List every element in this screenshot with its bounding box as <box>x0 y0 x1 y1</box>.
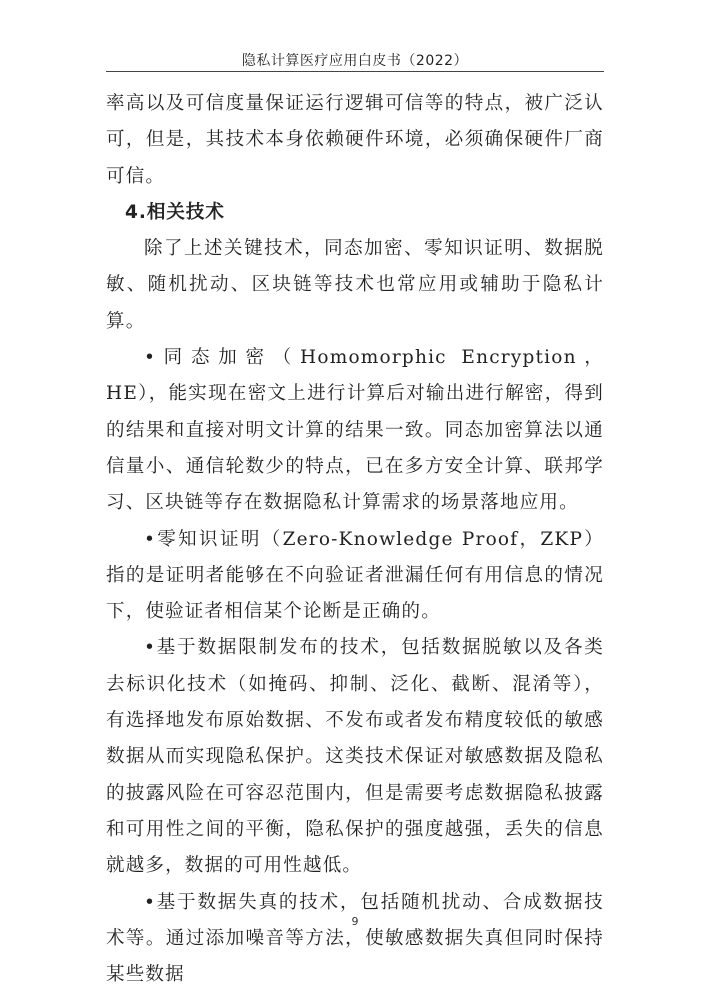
page-body <box>106 86 604 993</box>
continuation-paragraph: 率高以及可信度量保证运行逻辑可信等的特点，被广泛认可，但是，其技术本身依赖硬件环境，必须确保硬件厂商可信。 <box>106 93 604 187</box>
bullet-data-distortion: •基于数据失真的技术，包括随机扰动、合成数据技术等。通过添加噪音等方法，使敏感数据失真但同时保持某些数据 <box>106 891 604 986</box>
header-rule <box>106 71 604 72</box>
bullet-homomorphic-encryption: •同态加密（Homomorphic Encryption，HE），能实现在密文上进行计算后对输出进行解密，得到的结果和直接对明文计算的结果一致。同态加密算法以通信量小、通信轮数少的特点，已在多方安全计算、联邦学习、区块链等存在数据隐私计算需求的场景落地应用。 <box>106 347 604 514</box>
intro-paragraph: 除了上述关键技术，同态加密、零知识证明、数据脱敏、随机扰动、区块链等技术也常应用或辅助于隐私计算。 <box>106 238 604 332</box>
bullet-zero-knowledge-proof: •零知识证明（Zero-Knowledge Proof，ZKP）指的是证明者能够在不向验证者泄漏任何有用信息的情况下，使验证者相信某个论断是正确的。 <box>106 528 604 623</box>
page-number: 9 <box>351 915 359 928</box>
bullet-data-restricted-release: •基于数据限制发布的技术，包括数据脱敏以及各类去标识化技术（如掩码、抑制、泛化、截断、混淆等），有选择地发布原始数据、不发布或者发布精度较低的敏感数据从而实现隐私保护。这类技术保证对敏感数据及隐私的披露风险在可容忍范围内，但是需要考虑数据隐私披露和可用性之间的平衡，隐私保护的强度越强，丢失的信息就越多，数据的可用性越低。 <box>106 637 604 877</box>
section-heading: 4.相关技术 <box>125 201 225 223</box>
running-header-title: 隐私计算医疗应用白皮书（2022） <box>241 53 469 69</box>
